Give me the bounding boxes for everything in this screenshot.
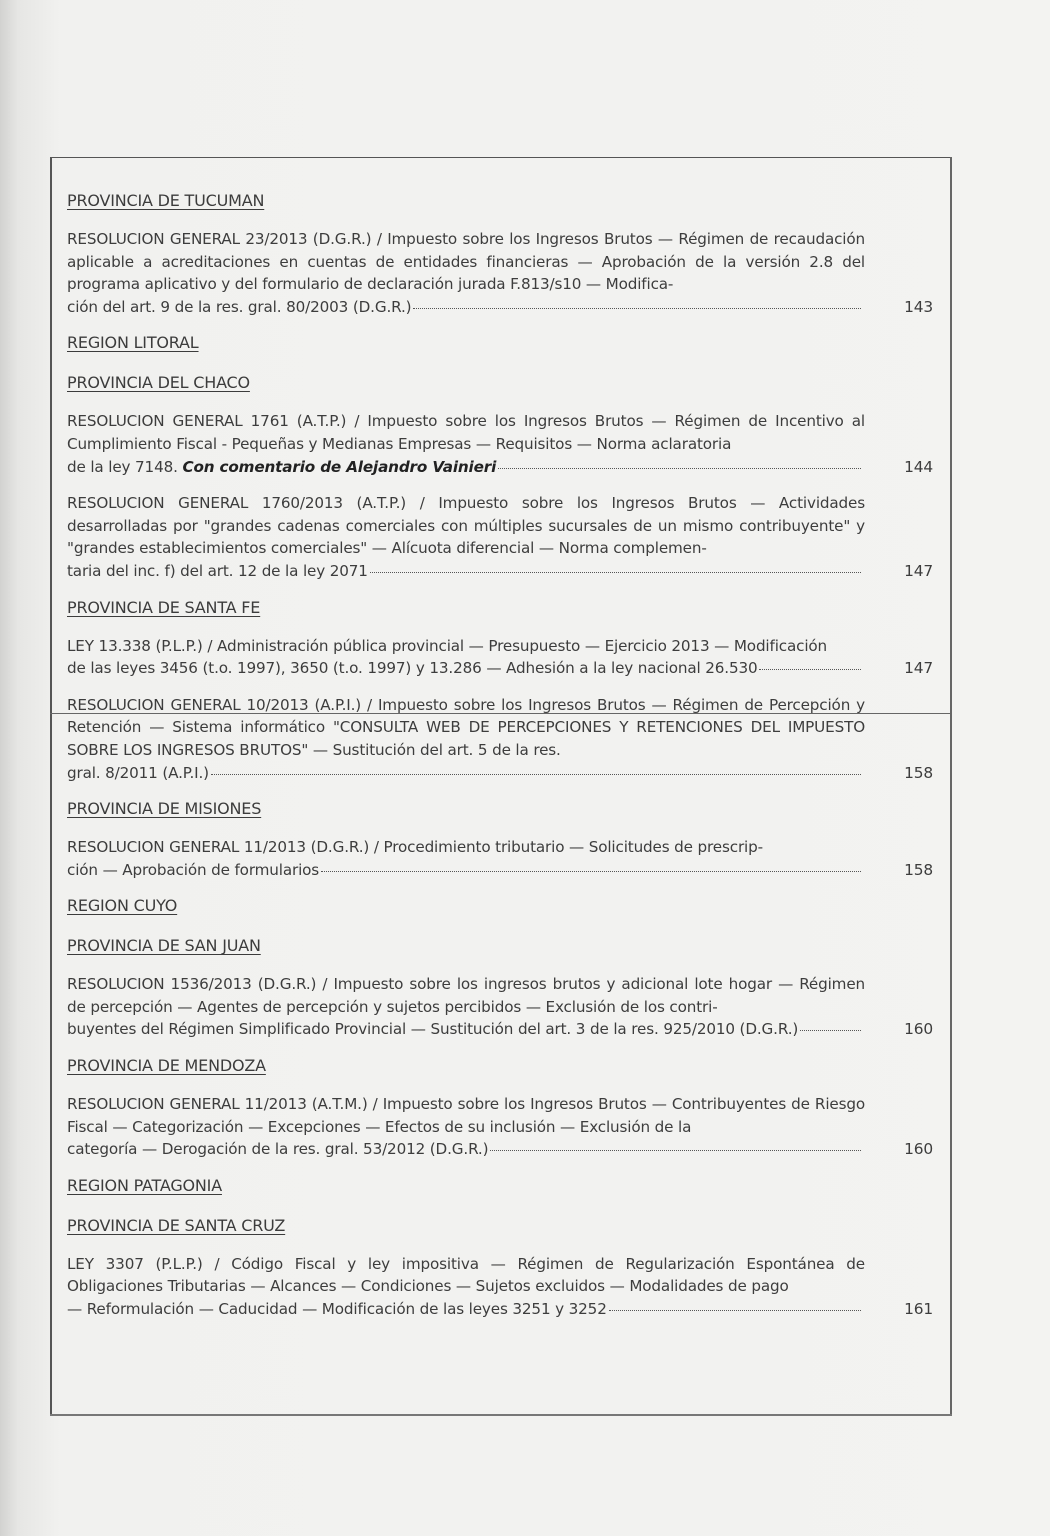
- page-number: 158: [904, 763, 933, 782]
- toc-entry: [67, 410, 933, 478]
- entry-text-end: categoría — Derogación de la res. gral. 53/2012 (D.G.R.): [67, 1140, 489, 1159]
- page-number: 158: [904, 860, 933, 879]
- section-heading-tucuman: PROVINCIA DE TUCUMAN: [67, 191, 265, 210]
- page-number: 144: [904, 457, 933, 476]
- toc-entry: [67, 1093, 933, 1161]
- page-number: 160: [904, 1020, 933, 1039]
- page-number: 147: [904, 659, 933, 678]
- toc-entry: [67, 694, 933, 784]
- dot-leader: [800, 1030, 861, 1031]
- entry-last-line: [67, 859, 865, 882]
- entry-last-line: [67, 762, 865, 785]
- frame-right-border: [950, 157, 952, 1416]
- entry-text-end: taria del inc. f) del art. 12 de la ley 2071: [67, 561, 368, 580]
- page-number: 160: [904, 1140, 933, 1159]
- toc-entry: [67, 973, 933, 1041]
- entry-text: LEY 13.338 (P.L.P.) / Administración pública provincial — Presupuesto — Ejercicio 2013 — Modificación: [67, 636, 828, 655]
- entry-last-line: [67, 657, 865, 680]
- entry-last-line: [67, 296, 865, 319]
- entry-text-end: — Reformulación — Caducidad — Modificación de las leyes 3251 y 3252: [67, 1300, 607, 1319]
- section-heading-santa-cruz: PROVINCIA DE SANTA CRUZ: [67, 1215, 286, 1235]
- page-number: 161: [904, 1300, 933, 1319]
- page-number: 147: [904, 561, 933, 580]
- dot-leader: [609, 1310, 861, 1311]
- entry-text-end-plain: de la ley 7148.: [67, 457, 178, 476]
- dot-leader: [321, 871, 861, 872]
- toc-entry: [67, 1253, 933, 1321]
- toc-entry: [67, 635, 933, 680]
- section-heading-san-juan: PROVINCIA DE SAN JUAN: [67, 936, 261, 956]
- entry-text-end: buyentes del Régimen Simplificado Provincial — Sustitución del art. 3 de la res. 925/2010 (D.G.R.): [67, 1020, 799, 1039]
- section-heading-region-litoral: REGION LITORAL: [67, 333, 199, 353]
- dot-leader: [211, 774, 861, 775]
- entry-text: RESOLUCION GENERAL 11/2013 (D.G.R.) / Procedimiento tributario — Solicitudes de prescrip-: [67, 838, 763, 857]
- section-heading-mendoza: PROVINCIA DE MENDOZA: [67, 1056, 266, 1076]
- frame-bottom-border: [50, 1414, 952, 1416]
- entry-text-end: de las leyes 3456 (t.o. 1997), 3650 (t.o. 1997) y 13.286 — Adhesión a la ley nacional 26.530: [67, 659, 758, 678]
- entry-text: RESOLUCION GENERAL 1761 (A.T.P.) / Impuesto sobre los Ingresos Brutos — Régimen de Incentivo al Cumplimiento Fiscal - Pequeñas y Medianas Empresas — Requisitos — Norma aclaratoria: [67, 412, 865, 453]
- toc-entry: [67, 228, 933, 318]
- entry-text: RESOLUCION GENERAL 11/2013 (A.T.M.) / Impuesto sobre los Ingresos Brutos — Contribuyentes de Riesgo Fiscal — Categorización — Excepciones — Efectos de su inclusión — Exclusión de la: [67, 1095, 865, 1136]
- entry-text-end: ción — Aprobación de formularios: [67, 860, 320, 879]
- section-heading-region-cuyo: REGION CUYO: [67, 896, 178, 916]
- toc-entry: [67, 836, 933, 881]
- entry-last-line: [67, 1018, 865, 1041]
- entry-text: LEY 3307 (P.L.P.) / Código Fiscal y ley impositiva — Régimen de Regularización Espontánea de Obligaciones Tributarias — Alcances — Condiciones — Sujetos excluidos — Modalidades de pago: [67, 1254, 865, 1296]
- entry-last-line: [67, 560, 865, 583]
- section-heading-region-patagonia: REGION PATAGONIA: [67, 1175, 222, 1195]
- entry-last-line: [67, 456, 865, 479]
- page-number: 143: [904, 297, 933, 316]
- section-heading-chaco: PROVINCIA DEL CHACO: [67, 373, 250, 393]
- dot-leader: [490, 1150, 861, 1151]
- entry-text: RESOLUCION GENERAL 10/2013 (A.P.I.) / Impuesto sobre los Ingresos Brutos — Régimen de Percepción y Retención — Sistema informático "CONSULTA WEB DE PERCEPCIONES Y RETENCIONES DEL IMPUESTO SOBRE LOS INGRESOS BRUTOS" — Sustitución del art. 5 de la res.: [67, 695, 865, 759]
- entry-text-end: [67, 456, 496, 479]
- entry-text-end: ción del art. 9 de la res. gral. 80/2003 (D.G.R.): [67, 297, 412, 316]
- dot-leader: [498, 468, 861, 469]
- entry-text: RESOLUCION GENERAL 23/2013 (D.G.R.) / Impuesto sobre los Ingresos Brutos — Régimen de recaudación aplicable a acreditaciones en cuentas de entidades financieras — Aprobación de la versión 2.8 del programa aplicativo y del formulario de declaración jurada F.813/s10 — Modifica-: [67, 230, 865, 294]
- section-heading-santa-fe: PROVINCIA DE SANTA FE: [67, 597, 261, 617]
- dot-leader: [370, 572, 861, 573]
- entry-text: RESOLUCION GENERAL 1760/2013 (A.T.P.) / Impuesto sobre los Ingresos Brutos — Actividades desarrolladas por "grandes cadenas comerciales con múltiples sucursales de un mismo contribuyente" y "grandes establecimientos comerciales" — Alícuota diferencial — Norma complemen-: [67, 494, 865, 558]
- section-heading-misiones: PROVINCIA DE MISIONES: [67, 799, 262, 819]
- dot-leader: [413, 308, 861, 309]
- dot-leader: [759, 669, 861, 670]
- table-of-contents: [67, 190, 933, 1335]
- entry-last-line: [67, 1138, 865, 1161]
- entry-text-end: gral. 8/2011 (A.P.I.): [67, 763, 209, 782]
- toc-entry: [67, 492, 933, 582]
- entry-text: RESOLUCION 1536/2013 (D.G.R.) / Impuesto sobre los ingresos brutos y adicional lote hogar — Régimen de percepción — Agentes de percepción y sujetos percibidos — Exclusión de los contri-: [67, 975, 865, 1016]
- entry-last-line: [67, 1298, 865, 1321]
- commentary-note: Con comentario de Alejandro Vainieri: [182, 457, 497, 476]
